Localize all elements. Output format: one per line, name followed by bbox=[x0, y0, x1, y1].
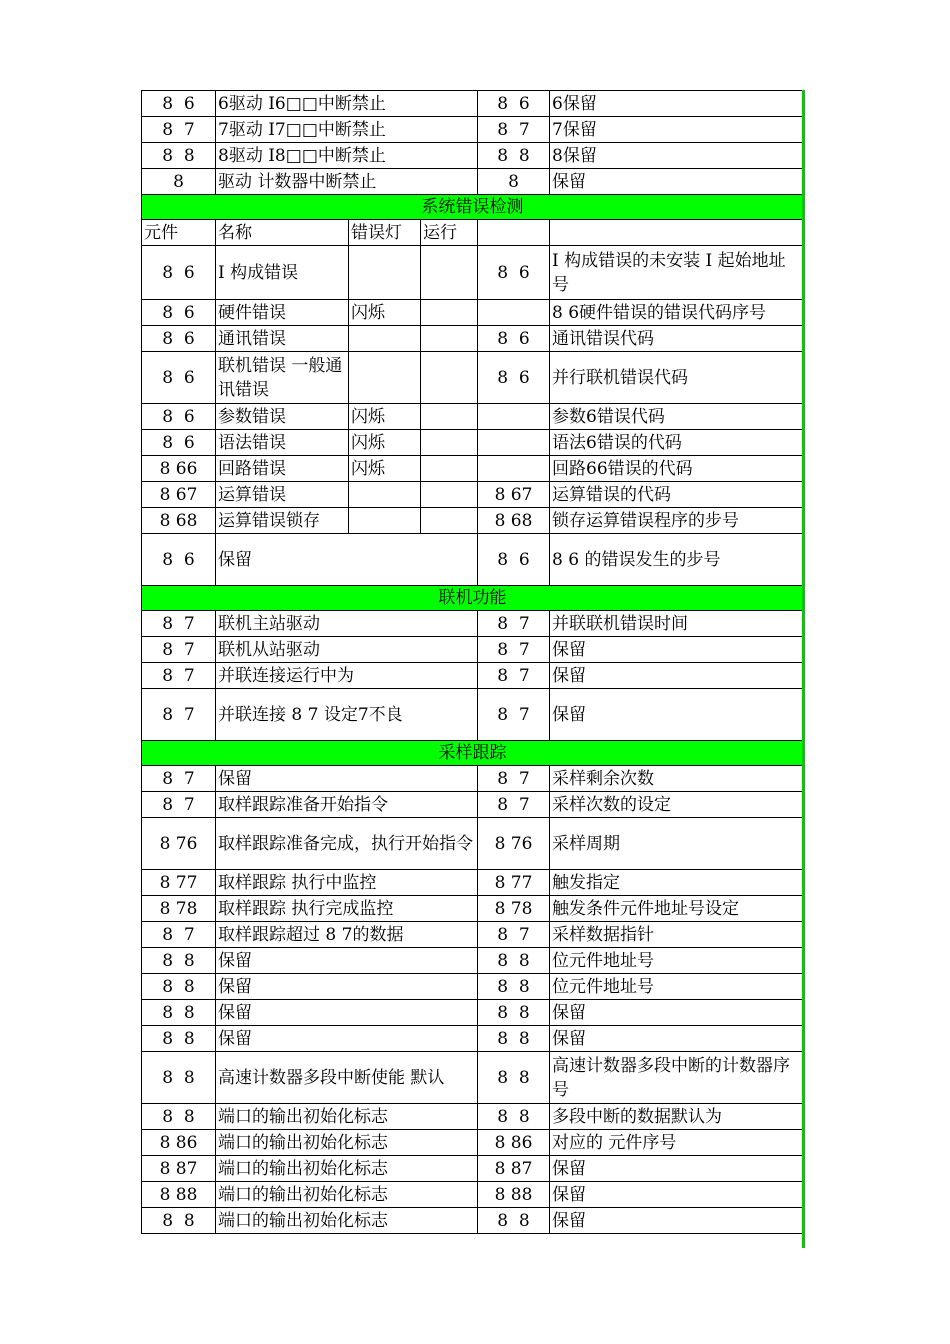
table-cell bbox=[478, 300, 550, 326]
table-cell: 8 68 bbox=[478, 508, 550, 534]
table-cell: 参数错误 bbox=[216, 404, 349, 430]
table-cell: 并联联机错误时间 bbox=[550, 611, 804, 637]
table-row bbox=[142, 1104, 804, 1130]
table-cell bbox=[349, 352, 421, 404]
table-cell: 位元件地址号 bbox=[550, 974, 804, 1000]
table-cell: 锁存运算错误程序的步号 bbox=[550, 508, 804, 534]
table-cell: 8 7 bbox=[478, 922, 550, 948]
table-row bbox=[142, 508, 804, 534]
table-cell: 8 7 bbox=[142, 766, 216, 792]
table-cell: 联机主站驱动 bbox=[216, 611, 478, 637]
table-row bbox=[142, 1208, 804, 1234]
table-cell: 8 8 bbox=[142, 948, 216, 974]
table-row bbox=[142, 1052, 804, 1104]
table-cell bbox=[550, 220, 804, 246]
table-row bbox=[142, 220, 804, 246]
table-cell: 8 7 bbox=[142, 792, 216, 818]
table-cell: 8 78 bbox=[478, 896, 550, 922]
table-cell: 名称 bbox=[216, 220, 349, 246]
table-cell: 6保留 bbox=[550, 91, 804, 117]
table-cell: 8 8 bbox=[478, 974, 550, 1000]
section-header-row bbox=[142, 741, 804, 766]
table-row bbox=[142, 1130, 804, 1156]
table-cell bbox=[349, 508, 421, 534]
table-cell: 采样数据指针 bbox=[550, 922, 804, 948]
table-cell: 系统错误检测 bbox=[142, 195, 804, 220]
table-cell: 通讯错误 bbox=[216, 326, 349, 352]
table-cell: 8 6 bbox=[142, 534, 216, 586]
table-cell bbox=[349, 246, 421, 300]
table-cell: 8 8 bbox=[142, 1104, 216, 1130]
table-cell: 8 6 bbox=[142, 91, 216, 117]
table-cell: 8 8 bbox=[142, 974, 216, 1000]
table-cell: 8 88 bbox=[478, 1182, 550, 1208]
table-cell: 取样跟踪 执行中监控 bbox=[216, 870, 478, 896]
table-cell: 触发条件元件地址号设定 bbox=[550, 896, 804, 922]
table-row bbox=[142, 246, 804, 300]
table-cell: 取样跟踪准备开始指令 bbox=[216, 792, 478, 818]
table-cell: 高速计数器多段中断的计数器序号 bbox=[550, 1052, 804, 1104]
table-cell: 闪烁 bbox=[349, 430, 421, 456]
table-cell: 8 8 bbox=[478, 948, 550, 974]
table-cell: 8 7 bbox=[142, 611, 216, 637]
table-cell: 保留 bbox=[216, 1000, 478, 1026]
table-cell: 8 68 bbox=[142, 508, 216, 534]
table-cell: 错误灯 bbox=[349, 220, 421, 246]
table-cell: 联机错误 一般通讯错误 bbox=[216, 352, 349, 404]
table-cell: 保留 bbox=[550, 1000, 804, 1026]
table-cell: 8 6 bbox=[142, 404, 216, 430]
table-cell: 8 7 bbox=[142, 689, 216, 741]
table-row bbox=[142, 922, 804, 948]
table-cell: 语法6错误的代码 bbox=[550, 430, 804, 456]
table-cell: 取样跟踪 执行完成监控 bbox=[216, 896, 478, 922]
table-cell: 保留 bbox=[550, 663, 804, 689]
table-cell: 高速计数器多段中断使能 默认 bbox=[216, 1052, 478, 1104]
table-cell bbox=[478, 456, 550, 482]
table-cell: 采样周期 bbox=[550, 818, 804, 870]
table-row bbox=[142, 534, 804, 586]
table-row bbox=[142, 482, 804, 508]
table-cell: 8 7 bbox=[478, 611, 550, 637]
table-row bbox=[142, 169, 804, 195]
table-cell: 端口的输出初始化标志 bbox=[216, 1182, 478, 1208]
table-cell: 8 67 bbox=[142, 482, 216, 508]
table-cell: 8 6 bbox=[142, 352, 216, 404]
table-row bbox=[142, 91, 804, 117]
table-row bbox=[142, 456, 804, 482]
table-cell bbox=[421, 404, 478, 430]
table-row bbox=[142, 689, 804, 741]
table-cell: 驱动 计数器中断禁止 bbox=[216, 169, 478, 195]
table-cell: 8 88 bbox=[142, 1182, 216, 1208]
table-cell: 8 8 bbox=[478, 1026, 550, 1052]
table-cell: 保留 bbox=[216, 974, 478, 1000]
table-cell: 8 7 bbox=[142, 663, 216, 689]
table-cell: 7保留 bbox=[550, 117, 804, 143]
table-cell bbox=[421, 352, 478, 404]
table-cell: 语法错误 bbox=[216, 430, 349, 456]
table-cell: 端口的输出初始化标志 bbox=[216, 1130, 478, 1156]
table-cell: 闪烁 bbox=[349, 404, 421, 430]
table-cell: 8 6 的错误发生的步号 bbox=[550, 534, 804, 586]
table-cell: 8 86 bbox=[478, 1130, 550, 1156]
table-cell: 8 7 bbox=[478, 117, 550, 143]
table-cell: 8 87 bbox=[478, 1156, 550, 1182]
table-row bbox=[142, 300, 804, 326]
table-cell: 8 8 bbox=[478, 1208, 550, 1234]
table-cell: 8 8 bbox=[478, 143, 550, 169]
table-row bbox=[142, 792, 804, 818]
table-cell: 7驱动 I7□□中断禁止 bbox=[216, 117, 478, 143]
table-cell: 对应的 元件序号 bbox=[550, 1130, 804, 1156]
register-table bbox=[141, 90, 804, 1234]
table-row bbox=[142, 611, 804, 637]
table-cell: 8 6 bbox=[478, 246, 550, 300]
table-cell: 8 8 bbox=[478, 1052, 550, 1104]
table-cell: I 构成错误的未安装 I 起始地址号 bbox=[550, 246, 804, 300]
table-cell: 8 67 bbox=[478, 482, 550, 508]
table-row bbox=[142, 1182, 804, 1208]
table-cell: 保留 bbox=[550, 1156, 804, 1182]
table-cell: 运算错误锁存 bbox=[216, 508, 349, 534]
table-cell: 端口的输出初始化标志 bbox=[216, 1208, 478, 1234]
table-cell: 8 bbox=[478, 169, 550, 195]
table-cell: 8 86 bbox=[142, 1130, 216, 1156]
table-cell: 8 87 bbox=[142, 1156, 216, 1182]
table-cell: 8 8 bbox=[142, 1052, 216, 1104]
table-row bbox=[142, 430, 804, 456]
table-row bbox=[142, 948, 804, 974]
table-cell: 8 7 bbox=[478, 663, 550, 689]
table-row bbox=[142, 974, 804, 1000]
table-cell: 8 6 bbox=[142, 326, 216, 352]
table-cell bbox=[421, 482, 478, 508]
table-cell: 保留 bbox=[550, 169, 804, 195]
table-cell: 并行联机错误代码 bbox=[550, 352, 804, 404]
table-cell: 端口的输出初始化标志 bbox=[216, 1104, 478, 1130]
table-cell: 8 6 bbox=[478, 352, 550, 404]
table-cell: 8 7 bbox=[142, 922, 216, 948]
table-cell: 并联连接运行中为 bbox=[216, 663, 478, 689]
table-cell: 并联连接 8 7 设定7不良 bbox=[216, 689, 478, 741]
table-cell: 8 8 bbox=[142, 1000, 216, 1026]
table-cell: 采样次数的设定 bbox=[550, 792, 804, 818]
table-cell: 8驱动 I8□□中断禁止 bbox=[216, 143, 478, 169]
table-cell: 8 8 bbox=[142, 1208, 216, 1234]
table-cell: 8 bbox=[142, 169, 216, 195]
table-cell: 保留 bbox=[550, 1208, 804, 1234]
table-cell: 8保留 bbox=[550, 143, 804, 169]
table-cell: 8 7 bbox=[142, 637, 216, 663]
table-cell: 触发指定 bbox=[550, 870, 804, 896]
table-cell bbox=[478, 220, 550, 246]
table-cell: 8 7 bbox=[478, 689, 550, 741]
table-cell: 8 6 bbox=[142, 300, 216, 326]
table-cell: 通讯错误代码 bbox=[550, 326, 804, 352]
table-cell: 保留 bbox=[216, 534, 478, 586]
table-cell: 8 78 bbox=[142, 896, 216, 922]
table-cell: 取样跟踪超过 8 7的数据 bbox=[216, 922, 478, 948]
table-cell: 8 77 bbox=[142, 870, 216, 896]
table-cell: 运算错误 bbox=[216, 482, 349, 508]
table-cell bbox=[421, 300, 478, 326]
table-row bbox=[142, 1026, 804, 1052]
table-cell: 8 6 bbox=[142, 430, 216, 456]
table-cell: 保留 bbox=[216, 1026, 478, 1052]
table-cell: 8 6 bbox=[142, 246, 216, 300]
table-cell: 8 6 bbox=[478, 326, 550, 352]
table-cell bbox=[421, 246, 478, 300]
table-cell bbox=[421, 456, 478, 482]
table-cell: 位元件地址号 bbox=[550, 948, 804, 974]
table-cell: 保留 bbox=[550, 637, 804, 663]
table-cell bbox=[349, 482, 421, 508]
table-row bbox=[142, 117, 804, 143]
table-row bbox=[142, 1156, 804, 1182]
section-header-row bbox=[142, 586, 804, 611]
table-cell: 闪烁 bbox=[349, 300, 421, 326]
table-row bbox=[142, 143, 804, 169]
table-cell: I 构成错误 bbox=[216, 246, 349, 300]
table-cell: 8 77 bbox=[478, 870, 550, 896]
table-cell: 8 6 bbox=[478, 91, 550, 117]
table-cell: 联机功能 bbox=[142, 586, 804, 611]
table-row bbox=[142, 404, 804, 430]
table-row bbox=[142, 870, 804, 896]
table-cell bbox=[478, 430, 550, 456]
table-cell: 采样剩余次数 bbox=[550, 766, 804, 792]
table-cell: 8 66 bbox=[142, 456, 216, 482]
table-cell: 8 8 bbox=[478, 1000, 550, 1026]
table-cell: 保留 bbox=[550, 689, 804, 741]
table-cell: 回路错误 bbox=[216, 456, 349, 482]
table-cell: 8 6 bbox=[478, 534, 550, 586]
table-cell: 回路66错误的代码 bbox=[550, 456, 804, 482]
table-cell: 闪烁 bbox=[349, 456, 421, 482]
table-cell bbox=[421, 430, 478, 456]
table-cell: 多段中断的数据默认为 bbox=[550, 1104, 804, 1130]
table-cell: 采样跟踪 bbox=[142, 741, 804, 766]
table-cell: 保留 bbox=[216, 948, 478, 974]
table-cell: 8 8 bbox=[478, 1104, 550, 1130]
table-row bbox=[142, 637, 804, 663]
table-cell: 取样跟踪准备完成，执行开始指令 bbox=[216, 818, 478, 870]
table-cell: 运算错误的代码 bbox=[550, 482, 804, 508]
table-cell: 保留 bbox=[550, 1182, 804, 1208]
table-row bbox=[142, 766, 804, 792]
table-cell bbox=[421, 326, 478, 352]
table-row bbox=[142, 1000, 804, 1026]
table-cell bbox=[478, 404, 550, 430]
table-cell: 元件 bbox=[142, 220, 216, 246]
table-cell: 8 76 bbox=[478, 818, 550, 870]
table-cell: 8 7 bbox=[142, 117, 216, 143]
table-row bbox=[142, 818, 804, 870]
table-cell: 8 7 bbox=[478, 766, 550, 792]
table-row bbox=[142, 326, 804, 352]
table-cell: 保留 bbox=[550, 1026, 804, 1052]
section-header-row bbox=[142, 195, 804, 220]
table-right-edge bbox=[802, 90, 805, 1248]
table-cell: 端口的输出初始化标志 bbox=[216, 1156, 478, 1182]
table-cell bbox=[349, 326, 421, 352]
table-row bbox=[142, 352, 804, 404]
table-cell: 运行 bbox=[421, 220, 478, 246]
table-cell: 保留 bbox=[216, 766, 478, 792]
table-cell: 参数6错误代码 bbox=[550, 404, 804, 430]
table-cell: 8 8 bbox=[142, 1026, 216, 1052]
table-cell: 8 7 bbox=[478, 637, 550, 663]
table-cell: 8 7 bbox=[478, 792, 550, 818]
table-cell: 8 76 bbox=[142, 818, 216, 870]
table-row bbox=[142, 896, 804, 922]
table-row bbox=[142, 663, 804, 689]
table-cell: 硬件错误 bbox=[216, 300, 349, 326]
table-cell bbox=[421, 508, 478, 534]
table-cell: 6驱动 I6□□中断禁止 bbox=[216, 91, 478, 117]
table-cell: 联机从站驱动 bbox=[216, 637, 478, 663]
table-cell: 8 6硬件错误的错误代码序号 bbox=[550, 300, 804, 326]
table-cell: 8 8 bbox=[142, 143, 216, 169]
